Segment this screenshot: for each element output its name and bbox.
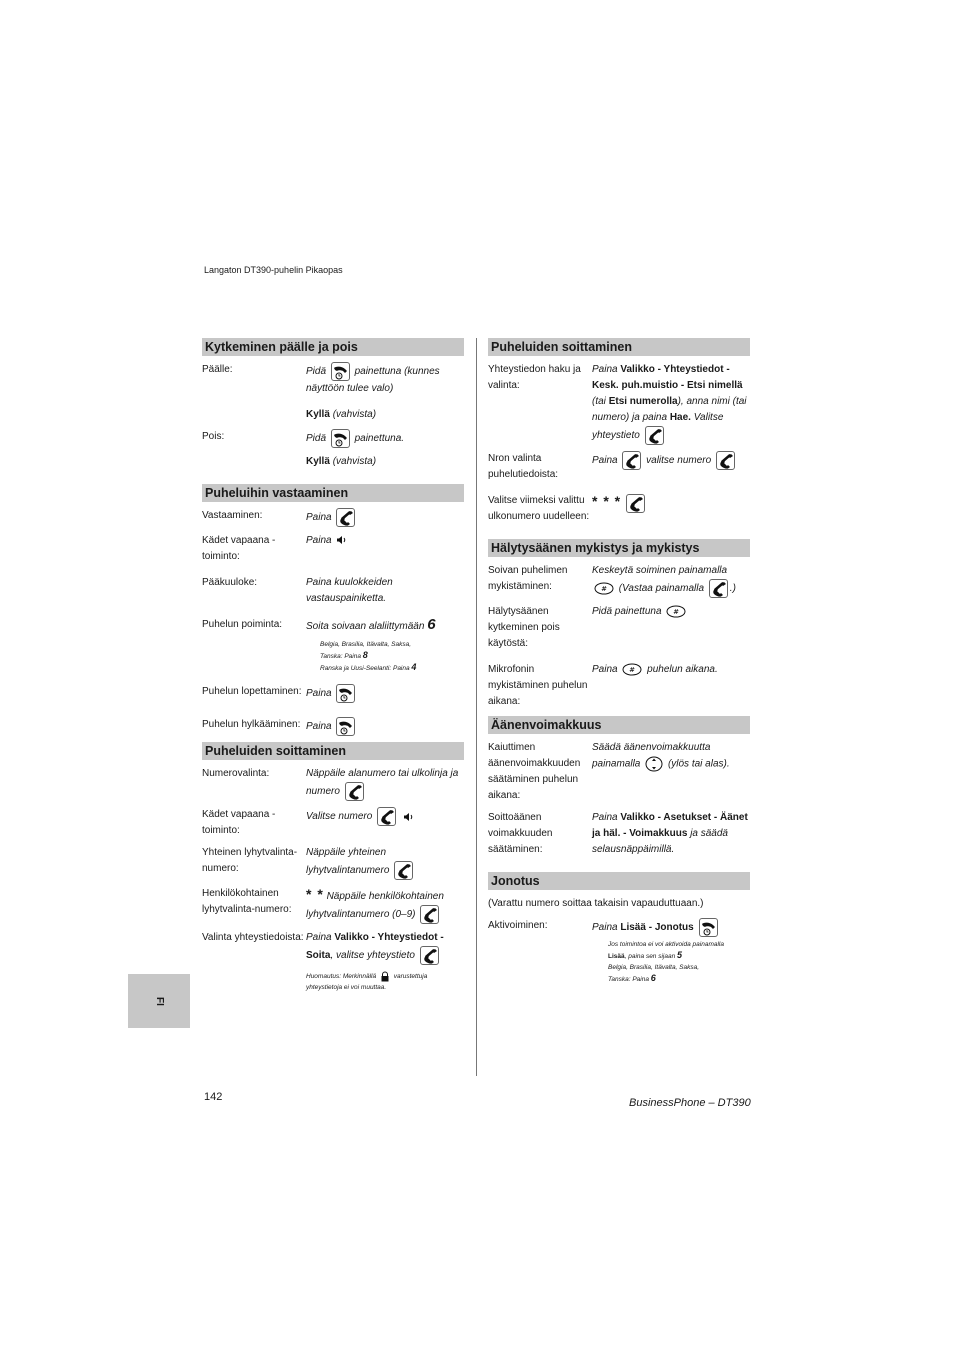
speaker-volume-row [488, 740, 750, 804]
text: Paina [306, 721, 332, 733]
right-column [488, 338, 750, 985]
row-label: Mikrofonin mykistäminen puhelun aikana: [488, 664, 588, 707]
text: .) [729, 583, 736, 595]
note-line: Belgia, Brasilia, Itävalta, Saksa, [608, 964, 700, 971]
text: valitse numero [646, 455, 712, 467]
mic-mute-row [488, 662, 750, 710]
yes-option: Kyllä [306, 456, 330, 467]
digit: 6 [427, 616, 436, 633]
call-key-icon [336, 508, 355, 527]
document-header: Langaton DT390-puhelin Pikaopas [204, 265, 343, 275]
text: Soita soivaan alaliittymään [306, 621, 425, 632]
text: Pidä [306, 366, 327, 378]
note-line: Tanska: Paina [608, 976, 649, 983]
intro-text: (Varattu numero soittaa takaisin vapauduttuaan.) [488, 898, 704, 909]
yes-option: Kyllä [306, 409, 330, 420]
text: painettuna (kunnes näyttöön tulee valo) [306, 366, 440, 394]
dial-row [202, 766, 464, 801]
power-off-row [202, 429, 464, 448]
left-column [202, 338, 464, 993]
contact-search-row [488, 362, 750, 445]
row-label: Pääkuuloke: [202, 577, 258, 588]
note-text: Huomautus: Merkinnällä [306, 973, 377, 981]
menu-path: Lisää - Jonotus [620, 922, 694, 934]
row-label: Pois: [202, 431, 225, 442]
text: Paina [306, 535, 332, 546]
text: Paina [592, 664, 618, 675]
digit: 4 [411, 662, 417, 672]
text: (tai [592, 396, 606, 407]
row-label: Yhteystiedon haku ja valinta: [488, 364, 581, 391]
call-key-icon [377, 807, 396, 826]
end-call-key-icon [331, 362, 350, 381]
row-label: Hälytysäänen kytkeminen pois käytöstä: [488, 606, 560, 649]
speaker-icon [403, 812, 414, 822]
note-line: Belgia, Brasilia, Itävalta, Saksa, [320, 641, 412, 648]
svg-text:#: # [629, 665, 636, 674]
call-key-icon [716, 451, 735, 470]
pickup-note-row [202, 639, 464, 674]
navigation-key-icon [645, 756, 663, 772]
section-title: Puheluiden soittaminen [488, 338, 750, 356]
menu-path: Hae. [669, 412, 691, 423]
call-list-row [488, 451, 750, 483]
reject-row [202, 717, 464, 736]
text: ja säädä selausnäppäimillä. [592, 828, 728, 855]
personal-speed-dial-row [202, 886, 464, 924]
text: painettuna. [354, 433, 405, 445]
row-label: Numerovalinta: [202, 768, 270, 779]
text: puhelun aikana. [647, 664, 718, 675]
end-call-key-icon [336, 717, 355, 736]
lock-note-row [202, 971, 464, 993]
text: (vahvista) [332, 409, 377, 420]
text: Valitse yhteystieto [592, 412, 724, 442]
call-key-icon [622, 451, 641, 470]
text: Keskeytä soiminen painamalla [592, 565, 728, 576]
handsfree-row [202, 533, 464, 565]
text: Paina [592, 364, 618, 375]
menu-path: Valikko - Asetukset - Äänet ja häl. - Voimakkuus [592, 812, 748, 839]
activate-row [488, 918, 750, 937]
text: Paina [592, 922, 618, 934]
text: Valitse numero [306, 811, 373, 823]
call-key-icon [345, 782, 364, 801]
text: Paina [592, 455, 618, 467]
digit: 8 [362, 650, 368, 660]
text: Näppäile henkilökohtainen lyhytvalintanumero (0–9) [306, 891, 444, 921]
text: (vahvista) [332, 456, 377, 467]
column-divider [476, 338, 477, 1076]
note-line: Tanska: Paina [320, 653, 361, 660]
lock-note [306, 971, 464, 993]
note-text: varustettuja yhteystietoja ei voi muuttaa. [306, 973, 428, 992]
end-call-row [202, 684, 464, 703]
text: Näppäile alanumero tai ulkolinja ja numero [306, 768, 459, 798]
section-title: Hälytysäänen mykistys ja mykistys [488, 539, 750, 557]
end-call-key-icon [331, 429, 350, 448]
section-title: Puheluiden soittaminen [202, 742, 464, 760]
language-tab [128, 974, 190, 1028]
ring-volume-row [488, 810, 750, 858]
row-value [306, 362, 464, 397]
section-title: Kytkeminen päälle ja pois [202, 338, 464, 356]
ring-mute-row [488, 563, 750, 598]
menu-path: Etsi numerolla [608, 396, 678, 407]
answer-row [202, 508, 464, 527]
row-label: Puhelun poiminta: [202, 619, 283, 630]
text: Säädä äänenvoimakkuutta painamalla [592, 742, 711, 770]
pickup-note [320, 639, 416, 674]
page-number: 142 [204, 1091, 223, 1103]
row-label: Valinta yhteystiedoista: [202, 932, 304, 943]
lock-icon [380, 971, 390, 982]
row-label: Nron valinta puhelutiedoista: [488, 453, 559, 480]
note-line: , paina sen sijaan [624, 953, 676, 960]
call-key-icon [709, 579, 728, 598]
menu-path: Lisää [608, 953, 625, 960]
section-title: Puheluihin vastaaminen [202, 484, 464, 502]
end-call-key-icon [336, 684, 355, 703]
text: , valitse yhteystieto [330, 950, 415, 962]
svg-text:#: # [673, 607, 680, 616]
row-label: Puhelun hylkääminen: [202, 719, 301, 730]
note-line: Ranska ja Uusi-Seelanti: Paina [320, 665, 410, 672]
row-label: Puhelun lopettaminen: [202, 686, 302, 697]
text: ), anna nimi (tai numero) ja paina [592, 396, 747, 423]
row-label: Kädet vapaana - toiminto: [202, 809, 276, 836]
row-label: Kaiuttimen äänenvoimakkuuden säätäminen puhelun aikana: [488, 742, 581, 801]
section-title: Äänenvoimakkuus [488, 716, 750, 734]
call-key-icon [394, 861, 413, 880]
redial-row [488, 493, 750, 525]
row-label: Vastaaminen: [202, 510, 263, 521]
mute-key-icon [666, 605, 686, 618]
star-keys: * * [306, 886, 324, 902]
row-label: Soittoäänen voimakkuuden säätäminen: [488, 812, 553, 855]
power-off-confirm-row [202, 454, 464, 470]
common-speed-dial-row [202, 845, 464, 880]
text: Paina [592, 812, 618, 823]
alert-off-row [488, 604, 750, 652]
headset-row [202, 575, 464, 607]
section-title: Jonotus [488, 872, 750, 890]
end-call-key-icon [699, 918, 718, 937]
mute-key-icon [622, 663, 642, 676]
speaker-icon [336, 535, 347, 545]
row-label: Soivan puhelimen mykistäminen: [488, 565, 568, 592]
text: Paina [306, 932, 332, 943]
row-label: Henkilökohtainen lyhytvalinta-numero: [202, 888, 292, 915]
row-label: Aktivoiminen: [488, 920, 548, 931]
text: (ylös tai alas). [667, 758, 730, 770]
svg-text:#: # [601, 585, 607, 593]
row-label: Valitse viimeksi valittu ulkonumero uudelleen: [488, 495, 590, 522]
text: Paina [306, 688, 332, 700]
language-tab-label: FI [153, 996, 165, 1006]
text: Näppäile yhteinen lyhytvalintanumero [306, 847, 390, 877]
row-label: Päälle: [202, 364, 233, 375]
callback-note-row [488, 939, 750, 985]
power-on-row [202, 362, 464, 397]
text: Pidä painettuna [592, 606, 662, 617]
row-value: Paina kuulokkeiden vastauspainiketta. [306, 577, 393, 604]
call-key-icon [645, 426, 664, 445]
product-name: BusinessPhone – DT390 [629, 1097, 751, 1109]
callback-intro-row [488, 896, 750, 912]
row-label: Yhteinen lyhytvalinta-numero: [202, 847, 298, 874]
star-keys: * * * [592, 493, 622, 509]
menu-path: Valikko - Yhteystiedot - Soita [306, 932, 444, 962]
text: Paina [306, 512, 332, 524]
text: Pidä [306, 433, 327, 445]
call-key-icon [626, 494, 645, 513]
handsfree-dial-row [202, 807, 464, 839]
mute-key-icon [594, 582, 614, 595]
contacts-dial-row [202, 930, 464, 965]
row-label: Kädet vapaana - toiminto: [202, 535, 276, 562]
callback-note [608, 939, 724, 985]
digit: 5 [677, 950, 683, 960]
call-key-icon [420, 946, 439, 965]
digit: 6 [650, 973, 656, 983]
note-line: Jos toimintoa ei voi aktivoida painamalla [608, 941, 724, 948]
text: (Vastaa painamalla [618, 583, 705, 595]
power-on-confirm-row [202, 407, 464, 423]
menu-path: Valikko - Yhteystiedot - Kesk. puh.muistio - Etsi nimellä [592, 364, 743, 391]
pickup-row [202, 617, 464, 635]
call-key-icon [420, 905, 439, 924]
